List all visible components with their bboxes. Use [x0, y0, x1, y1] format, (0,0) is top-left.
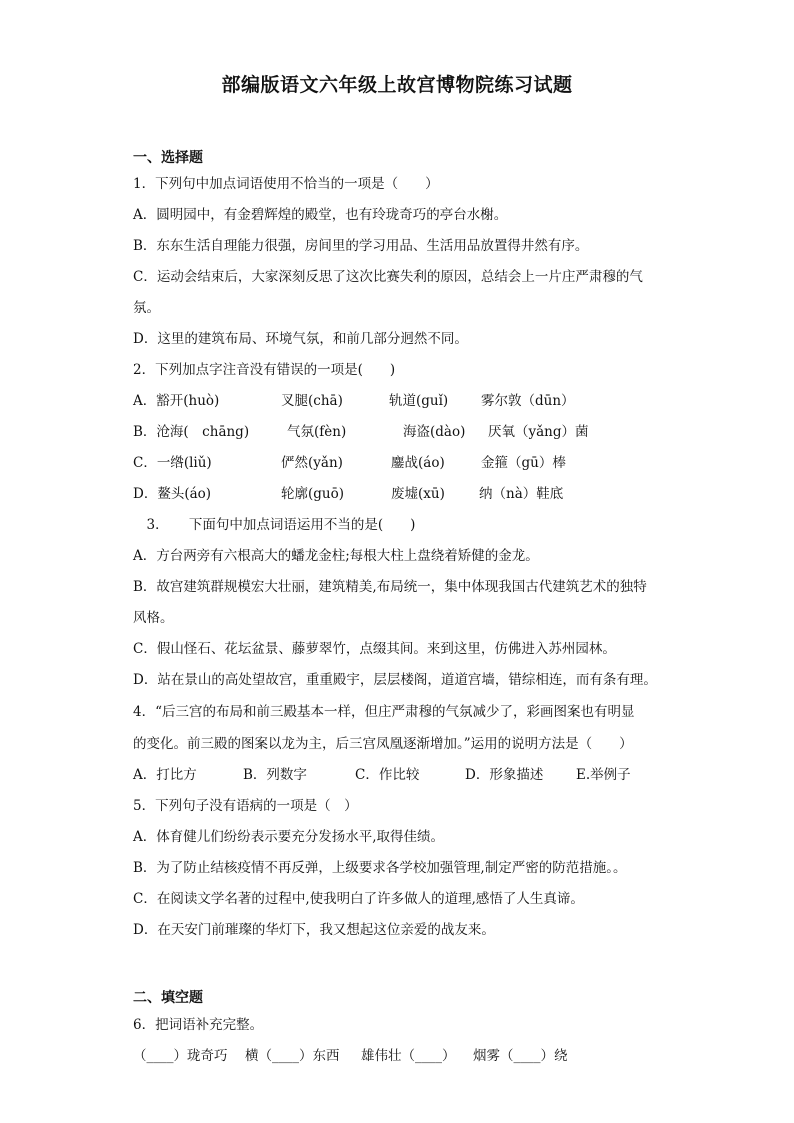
q1-option-b: B．东东生活自理能力很强，房间里的学习用品、生活用品放置得井然有序。: [133, 238, 589, 254]
q2-c-1: C．一绺(liǔ): [133, 455, 212, 471]
q5-option-c: C．在阅读文学名著的过程中,使我明白了许多做人的道理,感悟了人生真谛。: [133, 891, 584, 907]
q5-option-b: B．为了防止结核疫情不再反弹，上级要求各学校加强管理,制定严密的防范措施。。: [133, 860, 627, 876]
q2-stem: 2．下列加点字注音没有错误的一项是( ): [133, 362, 396, 378]
q4-stem: 4．“后三宫的布局和前三殿基本一样，但庄严肃穆的气氛减少了，彩画图案也有明显: [133, 704, 635, 720]
q4-option-b: B．列数字: [243, 767, 307, 783]
q4-option-a: A．打比方: [133, 767, 197, 783]
section-heading-choice: 一、选择题: [133, 150, 203, 166]
q6-item-2: 横（____）东西: [245, 1048, 340, 1064]
q2-d-1: D．鳌头(áo): [133, 486, 212, 502]
q1-stem: 1．下列句中加点词语使用不恰当的一项是（ ）: [133, 176, 439, 192]
q3-option-a: A．方台两旁有六根高大的蟠龙金柱;每根大柱上盘绕着矫健的金龙。: [133, 548, 539, 564]
page-title: 部编版语文六年级上故宫博物院练习试题: [221, 74, 573, 96]
q1-option-c-cont: 氛。: [133, 300, 160, 316]
q5-option-d: D．在天安门前璀璨的华灯下，我又想起这位亲爱的战友来。: [133, 922, 495, 938]
q3-option-d: D．站在景山的高处望故宫，重重殿宇，层层楼阁，道道宫墙，错综相连，而有条有理。: [133, 672, 657, 688]
q2-b-1: B．沧海( chāng): [133, 424, 250, 440]
q2-d-4: 纳（nà）鞋底: [479, 486, 564, 502]
q6-item-3: 雄伟壮（____）: [361, 1048, 456, 1064]
q2-a-3: 轨道(guǐ): [389, 393, 449, 409]
q3-option-b: B．故宫建筑群规模宏大壮丽，建筑精美,布局统一，集中体现我国古代建筑艺术的独特: [133, 579, 647, 595]
q2-c-2: 俨然(yǎn): [281, 455, 343, 471]
q3-option-b-cont: 风格。: [133, 610, 174, 626]
q2-b-4: 厌氧（yǎng）菌: [488, 424, 589, 440]
q4-stem-cont: 的变化。前三殿的图案以龙为主，后三宫凤凰逐渐增加。”运用的说明方法是（ ）: [133, 736, 633, 752]
q5-option-a: A．体育健儿们纷纷表示要充分发扬水平,取得佳绩。: [133, 829, 445, 845]
q6-item-1: （____）珑奇巧: [133, 1048, 228, 1064]
q6-item-4: 烟雾（____）绕: [473, 1048, 568, 1064]
q2-c-4: 金箍（gū）棒: [481, 455, 566, 471]
q3-stem: 3． 下面句中加点词语运用不当的是( ): [133, 517, 416, 533]
section-heading-fill: 二、填空题: [133, 990, 203, 1006]
q2-b-3: 海盗(dào): [403, 424, 466, 440]
q2-b-2: 气氛(fèn): [287, 424, 347, 440]
q1-option-c: C．运动会结束后，大家深刻反思了这次比赛失利的原因，总结会上一片庄严肃穆的气: [133, 269, 643, 285]
q2-a-2: 叉腿(chā): [281, 393, 343, 409]
q2-d-2: 轮廓(guō): [281, 486, 344, 502]
q1-option-d: D．这里的建筑布局、环境气氛，和前几部分迥然不同。: [133, 331, 468, 347]
q2-c-3: 鏖战(áo): [391, 455, 445, 471]
q4-option-c: C．作比较: [355, 767, 420, 783]
q5-stem: 5．下列句子没有语病的一项是（ ）: [133, 798, 358, 814]
q2-d-3: 废墟(xū): [391, 486, 445, 502]
q4-option-d: D．形象描述: [465, 767, 544, 783]
q2-a-1: A．豁开(huò): [133, 393, 220, 409]
q4-option-e: E.举例子: [576, 767, 631, 783]
q6-stem: 6．把词语补充完整。: [133, 1017, 264, 1033]
q2-a-4: 雾尔敦（dūn）: [481, 393, 575, 409]
q3-option-c: C．假山怪石、花坛盆景、藤萝翠竹，点缀其间。来到这里，仿佛进入苏州园林。: [133, 641, 616, 657]
q1-option-a: A．圆明园中，有金碧辉煌的殿堂，也有玲珑奇巧的亭台水榭。: [133, 207, 508, 223]
